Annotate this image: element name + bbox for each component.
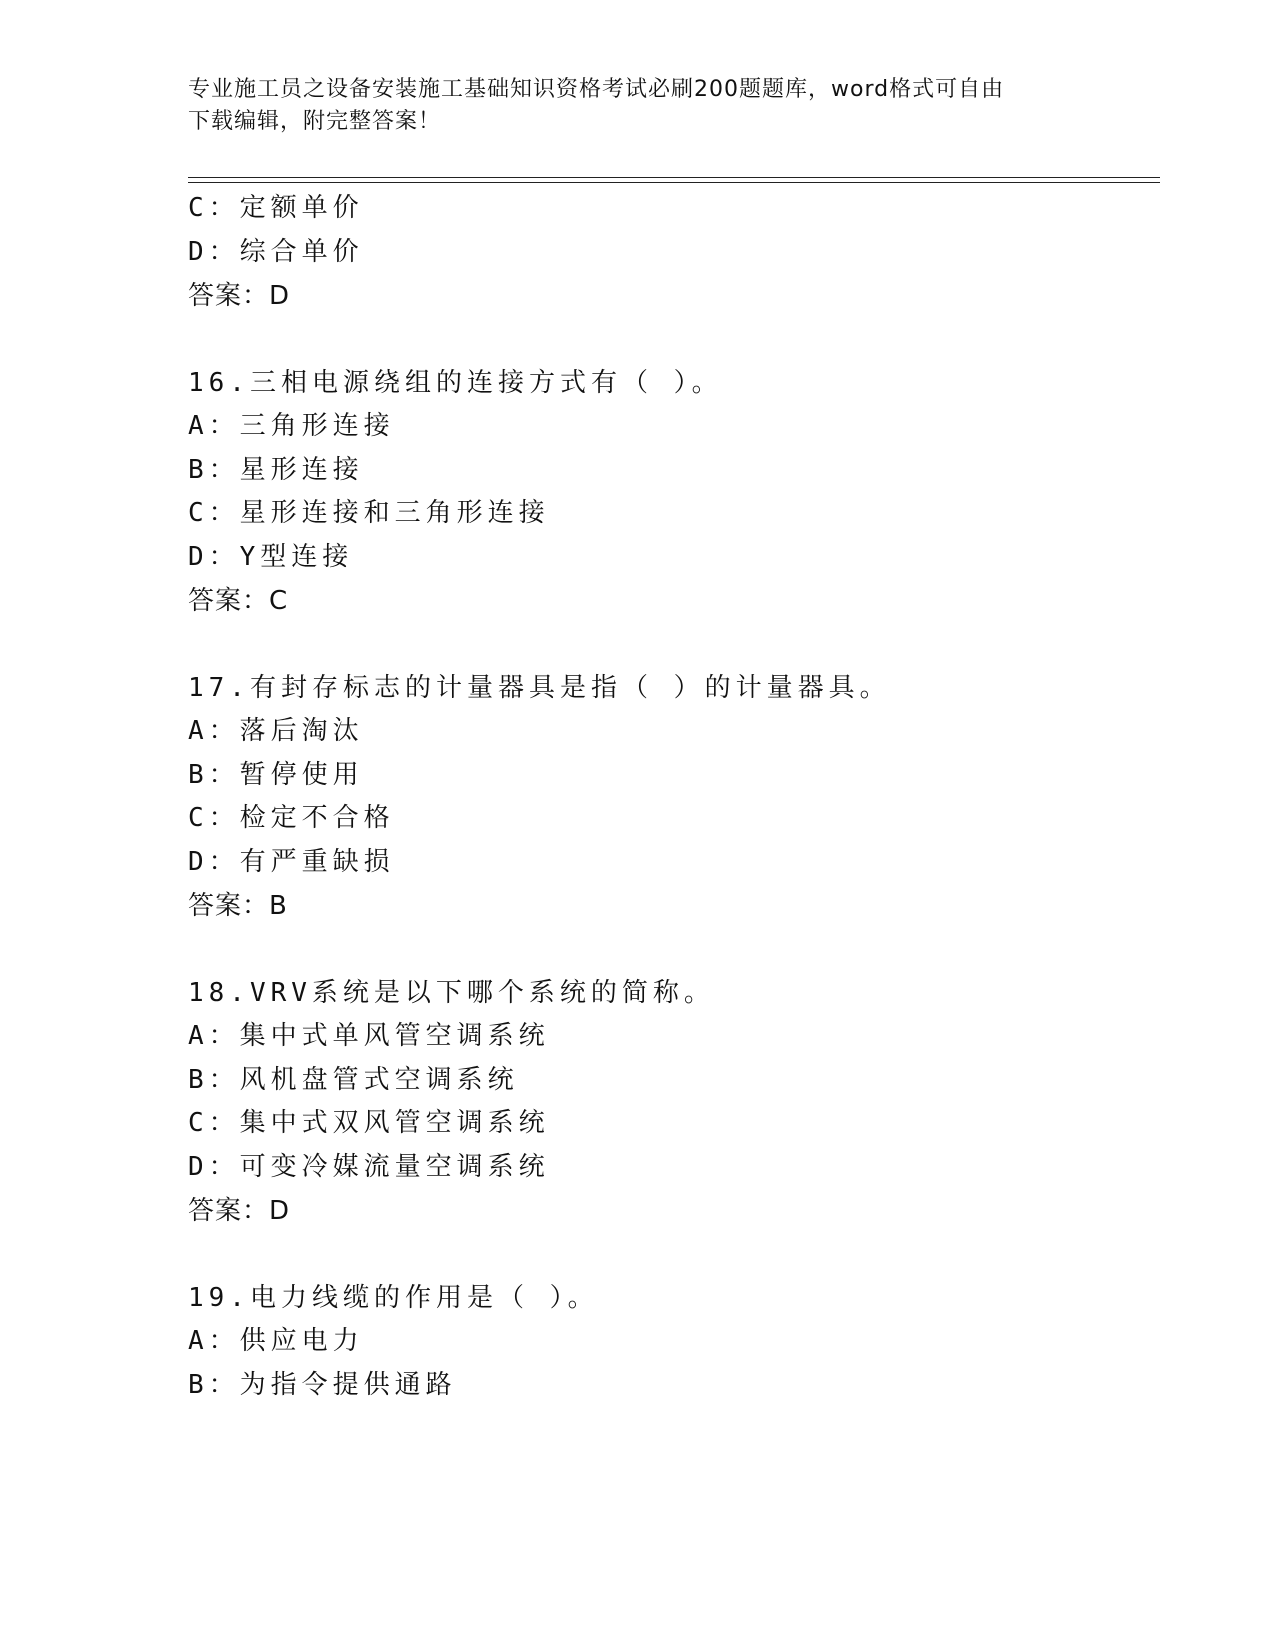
q18-option-a: A：集中式单风管空调系统 [188, 1021, 550, 1051]
q19-option-b: B：为指令提供通路 [188, 1370, 457, 1400]
q17-option-a: A：落后淘汰 [188, 716, 364, 746]
q18-answer: 答案：D [188, 1196, 291, 1226]
q18-option-d: D：可变冷媒流量空调系统 [188, 1152, 550, 1182]
q16-option-d: D：Y型连接 [188, 542, 354, 572]
q17-option-c: C：检定不合格 [188, 803, 395, 833]
q18-option-b: B：风机盘管式空调系统 [188, 1065, 519, 1095]
q17-text: 17.有封存标志的计量器具是指（ ）的计量器具。 [188, 673, 891, 703]
header-line-1: 专业施工员之设备安装施工基础知识资格考试必刷200题题库，word格式可自由 [188, 77, 1005, 102]
q16-option-a: A：三角形连接 [188, 411, 395, 441]
q15-answer: 答案：D [188, 281, 291, 311]
q18-text: 18.VRV系统是以下哪个系统的简称。 [188, 978, 715, 1008]
q15-option-c: C：定额单价 [188, 193, 364, 223]
q17-option-d: D：有严重缺损 [188, 847, 395, 877]
q16-option-b: B：星形连接 [188, 455, 364, 485]
header-line-2: 下载编辑，附完整答案！ [188, 109, 442, 134]
header-rule-bottom [188, 182, 1160, 183]
header-rule-top [188, 177, 1160, 178]
q18-option-c: C：集中式双风管空调系统 [188, 1108, 550, 1138]
q19-text: 19.电力线缆的作用是（ ）。 [188, 1283, 599, 1313]
q19-option-a: A：供应电力 [188, 1326, 364, 1356]
q17-option-b: B：暂停使用 [188, 760, 364, 790]
q17-answer: 答案：B [188, 891, 288, 921]
q16-option-c: C：星形连接和三角形连接 [188, 498, 550, 528]
q16-answer: 答案：C [188, 586, 289, 616]
q16-text: 16.三相电源绕组的连接方式有（ ）。 [188, 368, 723, 398]
document-header [188, 74, 1088, 138]
q15-option-d: D：综合单价 [188, 237, 364, 267]
